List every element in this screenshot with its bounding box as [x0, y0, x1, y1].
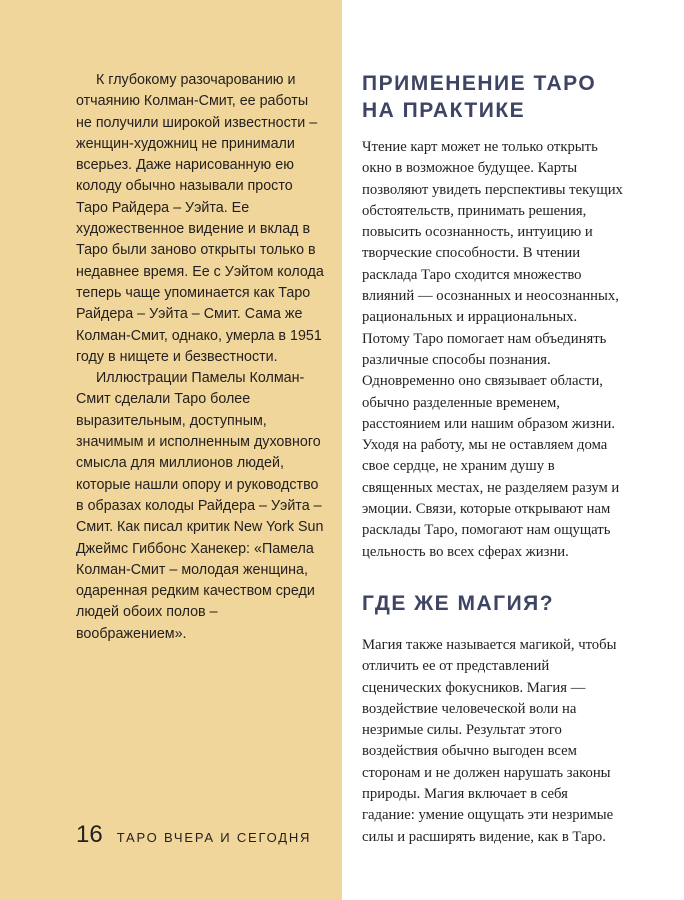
section-heading-practice: ПРИМЕНЕНИЕ ТАРО НА ПРАКТИКЕ: [362, 72, 597, 122]
page-footer: [76, 820, 311, 850]
left-paragraph-1: К глубокому разочарованию и отчаянию Колман-Смит, ее работы не получили широкой известности – женщин-художниц не принимали всерьез. Даже нарисованную ею колоду обычно называли просто Таро Райдера – Уэйта. Ее художественное видение и вклад в Таро были заново открыты только в недавнее время. Ее с Уэйтом колода теперь чаще упоминается как Таро Райдера – Уэйта – Смит. Сама же Колман-Смит, однако, умерла в 1951 году в нищете и безвестности.: [76, 72, 324, 365]
left-column-text: [76, 70, 326, 645]
page-number: 16: [76, 821, 103, 848]
right-column: [362, 70, 624, 848]
section-heading-magic: ГДЕ ЖЕ МАГИЯ?: [362, 591, 555, 615]
section-magic: [362, 590, 624, 848]
left-paragraph-2: Иллюстрации Памелы Колман-Смит сделали Таро более выразительным, доступным, значимым и исполненным духовного смысла для миллионов людей, которые нашли опору и руководство в образах колоды Райдера – Уэйта – Смит. Как писал критик New York Sun Джеймс Гиббонс Ханекер: «Памела Колман-Смит – молодая женщина, одаренная редким качеством среди людей обоих полов – воображением».: [76, 370, 324, 642]
running-title: ТАРО ВЧЕРА И СЕГОДНЯ: [116, 830, 312, 845]
section-body-magic: Магия также называется магикой, чтобы отличить ее от представлений сценических фокусников. Магия — воздействие человеческой воли на незримые силы. Результат этого воздействия обычно выгоден всем сторонам и не должен нарушать законы природы. Магия включает в себя гадание: умение ощущать эти незримые силы и расширять видение, как в Таро.: [362, 636, 617, 845]
section-practice: [362, 70, 624, 563]
section-body-practice: Чтение карт может не только открыть окно в возможное будущее. Карты позволяют увидеть перспективы текущих обстоятельств, принимать решения, повысить осознанность, интуицию и творческие способности. В чтении расклада Таро сходится множество влияний — осознанных и неосознанных, рациональных и иррациональных. Потому Таро помогает нам объединять различные способы познания. Одновременно оно связывает области, обычно разделенные временем, расстоянием или нашим образом жизни. Уходя на работу, мы не оставляем дома свое сердце, не храним душу в священных местах, не разделяем разум и эмоции. Связи, которые открывают нам расклады Таро, помогают нам ощущать цельность во всех сферах жизни.: [362, 139, 623, 560]
